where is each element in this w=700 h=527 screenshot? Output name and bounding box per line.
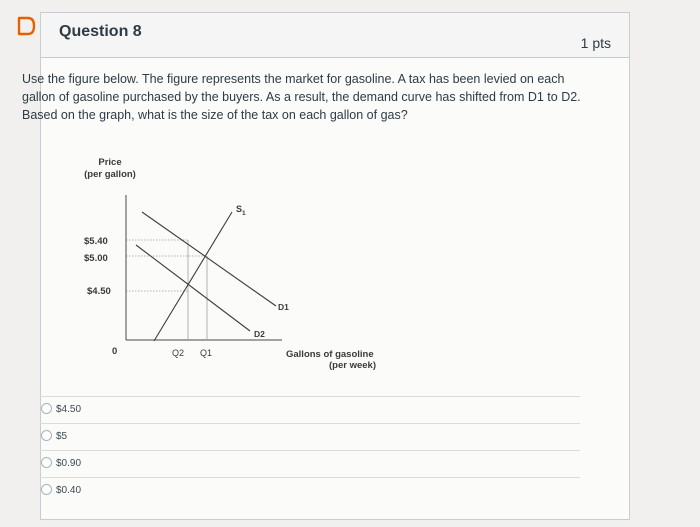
answer-label[interactable]: $0.90 <box>56 458 82 469</box>
x-axis-label-unit: (per week) <box>329 360 376 371</box>
question-points: 1 pts <box>580 35 611 51</box>
demand-curve-d2 <box>136 245 250 331</box>
answer-option[interactable] <box>40 423 580 450</box>
price-tick-label: $4.50 <box>87 286 111 297</box>
answer-label[interactable]: $0.40 <box>56 485 82 496</box>
answer-label[interactable]: $4.50 <box>56 404 82 415</box>
quantity-tick-label: Q2 <box>172 348 185 358</box>
price-tick-label: $5.00 <box>84 253 108 264</box>
answer-radio[interactable] <box>41 430 52 441</box>
question-title: Question 8 <box>59 23 142 40</box>
x-axis-label: Gallons of gasoline <box>286 349 374 360</box>
supply-curve-label: $S_1$ <box>236 204 246 217</box>
answer-radio[interactable] <box>41 403 52 414</box>
y-axis-label-unit: (per gallon) <box>84 169 136 180</box>
question-text-line: gallon of gasoline purchased by the buyers. As a result, the demand curve has shifted from D1 to D2. <box>22 90 581 104</box>
demand2-curve-label: D2 <box>254 329 265 339</box>
answer-option[interactable] <box>40 396 580 423</box>
answer-radio[interactable] <box>41 457 52 468</box>
question-text-line: Based on the graph, what is the size of the tax on each gallon of gas? <box>22 108 408 122</box>
quantity-tick-label: Q1 <box>200 348 213 358</box>
demand1-curve-label: D1 <box>278 302 289 312</box>
demand-curve-d1 <box>142 212 276 306</box>
origin-label: 0 <box>112 346 118 357</box>
answer-list <box>40 396 580 504</box>
price-tick-label: $5.40 <box>84 236 108 247</box>
question-text-line: Use the figure below. The figure represents the market for gasoline. A tax has been levied on each <box>22 72 565 86</box>
answer-option[interactable] <box>40 477 580 504</box>
answer-label[interactable]: $5 <box>56 431 68 442</box>
supply-curve <box>154 212 232 341</box>
y-axis-label: Price <box>98 157 122 168</box>
answer-option[interactable] <box>40 450 580 477</box>
answer-radio[interactable] <box>41 484 52 495</box>
